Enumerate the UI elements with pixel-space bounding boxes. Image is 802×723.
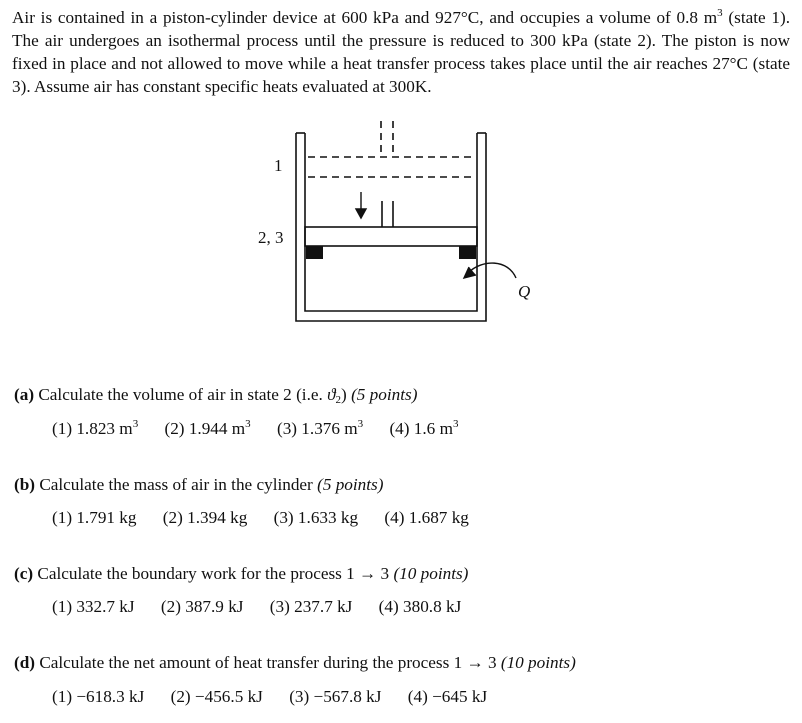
option-b3[interactable]: (3) 1.633 kg bbox=[273, 508, 359, 527]
question-d-letter: (d) bbox=[14, 653, 36, 672]
question-d-text: Calculate the net amount of heat transfer during the process 1 → 3 bbox=[35, 653, 501, 672]
option-a4[interactable]: (4) 1.6 $m^3$ bbox=[389, 418, 459, 438]
option-a1[interactable]: (1) 1.823 $m^3$ bbox=[52, 418, 139, 438]
piston-body bbox=[305, 227, 477, 246]
option-b2[interactable]: (2) 1.394 kg bbox=[162, 508, 248, 527]
question-b-letter: (b) bbox=[14, 475, 36, 494]
option-a3[interactable]: (3) 1.376 $m^3$ bbox=[276, 418, 364, 438]
problem-volume-exponent: 3 bbox=[717, 7, 723, 19]
question-c-text: Calculate the boundary work for the process 1 → 3 bbox=[33, 564, 394, 583]
option-b4[interactable]: (4) 1.687 kg bbox=[384, 508, 469, 527]
heat-label: Q bbox=[518, 282, 531, 301]
question-c-points: (10 points) bbox=[393, 564, 469, 583]
piston-cylinder-diagram bbox=[240, 115, 570, 330]
question-a-text-pre: Calculate the volume of air in state 2 (i.e. bbox=[34, 385, 328, 404]
state1-piston-dashed bbox=[308, 121, 474, 177]
state1-label: 1 bbox=[274, 156, 283, 175]
problem-text-1: Air is contained in a piston-cylinder device at 600 kPa and 927°C, and occupies a volume of 0.8 m bbox=[12, 8, 718, 27]
question-c bbox=[14, 563, 468, 585]
option-d3[interactable]: (3) −567.8 kJ bbox=[289, 687, 382, 706]
question-b-text: Calculate the mass of air in the cylinder bbox=[35, 475, 318, 494]
question-a-letter: (a) bbox=[14, 385, 35, 404]
option-c2[interactable]: (2) 387.9 kJ bbox=[160, 597, 244, 616]
question-d bbox=[14, 652, 576, 674]
question-c-letter: (c) bbox=[14, 564, 34, 583]
problem-text-2: (state 1). The air undergoes an isothermal process until the pressure is reduced to 300 kPa (state 2). The piston is now fixed in place and not allowed to move while a heat transfer process takes place until the air reaches 27°C (state 3). Assume air has constant specific heats evaluated at 300K. bbox=[12, 8, 790, 96]
question-d-points: (10 points) bbox=[500, 653, 576, 672]
cylinder-inner-wall bbox=[305, 133, 477, 311]
state23-label: 2, 3 bbox=[258, 228, 284, 247]
option-d2[interactable]: (2) −456.5 kJ bbox=[170, 687, 263, 706]
option-c3[interactable]: (3) 237.7 kJ bbox=[269, 597, 353, 616]
question-b bbox=[14, 474, 383, 496]
piston-stop-right bbox=[459, 246, 476, 259]
question-a bbox=[14, 384, 417, 406]
option-c4[interactable]: (4) 380.8 kJ bbox=[378, 597, 462, 616]
piston-stop-left bbox=[306, 246, 323, 259]
question-b-points: (5 points) bbox=[317, 475, 384, 494]
question-d-options bbox=[52, 686, 509, 708]
question-a-points: (5 points) bbox=[351, 385, 418, 404]
piston bbox=[305, 201, 477, 246]
question-a-text-post: ) bbox=[341, 385, 352, 404]
question-a-options bbox=[52, 418, 480, 440]
option-d4[interactable]: (4) −645 kJ bbox=[407, 687, 488, 706]
option-b1[interactable]: (1) 1.791 kg bbox=[52, 508, 137, 527]
problem-statement bbox=[12, 6, 790, 98]
option-c1[interactable]: (1) 332.7 kJ bbox=[52, 597, 135, 616]
volume-symbol-subscript: 2 bbox=[335, 394, 342, 406]
volume-symbol: ϑ bbox=[327, 385, 336, 404]
heat-transfer-arrow bbox=[464, 263, 516, 278]
option-a2[interactable]: (2) 1.944 $m^3$ bbox=[164, 418, 251, 438]
down-arrow bbox=[356, 192, 366, 218]
question-b-options bbox=[52, 507, 491, 529]
piston-cylinder-figure bbox=[240, 115, 570, 330]
question-c-options bbox=[52, 596, 483, 618]
option-d1[interactable]: (1) −618.3 kJ bbox=[52, 687, 145, 706]
